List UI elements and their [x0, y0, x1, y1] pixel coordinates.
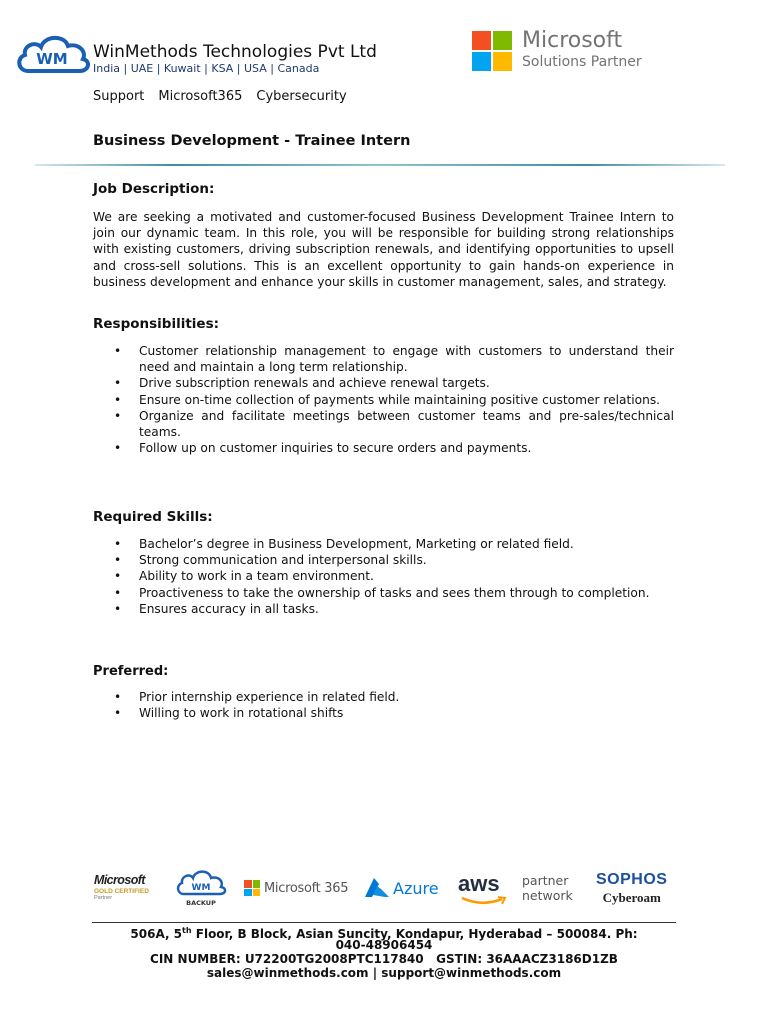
bullet-icon: • [114, 585, 122, 600]
sophos-cyberoam-logo [596, 868, 682, 908]
list-item [93, 408, 674, 440]
logo-text: WM [36, 50, 68, 68]
windows-squares-icon [244, 880, 260, 896]
aws-partner-line1: partner [522, 873, 569, 888]
backup-label: BACKUP [186, 899, 216, 907]
aws-partner-network [522, 868, 584, 908]
list-item [93, 585, 674, 601]
address-part: Floor, B Block, Asian Suncity, Kondapur, Hyderabad – 500084. Ph: [191, 927, 638, 941]
service-cybersecurity: Cybersecurity [256, 89, 347, 104]
list-item [93, 601, 674, 617]
m365-label: Microsoft 365 [264, 880, 349, 896]
list-item-text: Ensure on-time collection of payments while maintaining positive customer relations. [139, 392, 661, 407]
list-item-text: Proactiveness to take the ownership of tasks and sees them through to completion. [139, 585, 650, 600]
list-item [93, 568, 674, 584]
list-item-text: Prior internship experience in related field. [139, 690, 400, 704]
bullet-icon: • [114, 537, 122, 551]
microsoft-logo-icon [472, 31, 512, 71]
footer-registration: CIN NUMBER: U72200TG2008PTC117840 GSTIN: 36AAACZ3186D1ZB [150, 952, 618, 966]
microsoft-gold-certified-logo [94, 868, 160, 908]
responsibilities-heading: Responsibilities: [93, 316, 220, 332]
description-heading: Job Description: [93, 181, 215, 197]
backup-logo-text: WM [191, 883, 211, 893]
list-item-text: Strong communication and interpersonal skills. [139, 553, 427, 568]
list-item [93, 343, 674, 375]
service-microsoft365: Microsoft365 [158, 89, 243, 104]
wm-backup-logo [174, 868, 228, 908]
skills-list [93, 536, 674, 617]
aws-logo [458, 868, 512, 908]
preferred-list [93, 689, 674, 721]
bullet-icon: • [114, 392, 122, 407]
list-item-text: Ensures accuracy in all tasks. [139, 601, 319, 616]
job-title: Business Development - Trainee Intern [93, 133, 411, 149]
list-item-text: Bachelor’s degree in Business Development, Marketing or related field. [139, 537, 574, 551]
list-item [93, 552, 674, 568]
aws-label: aws [458, 871, 500, 896]
address-superscript: th [182, 926, 192, 935]
list-item-text: Organize and facilitate meetings between customer teams and pre-sales/technical teams. [139, 408, 674, 440]
address-part: 506A, 5 [130, 927, 183, 941]
list-item [93, 536, 674, 552]
list-item-text: Ability to work in a team environment. [139, 569, 374, 584]
bullet-icon: • [114, 344, 122, 358]
description-text: We are seeking a motivated and customer-focused Business Development Trainee Intern to join our dynamic team. In this role, you will be responsible for building strong relationships with existing customers, driving subscription renewals, and identifying opportunities to upsell and cross-sell solutions. This is an excellent opportunity to gain hands-on experience in business development and enhance your skills in customer management, sales, and strategy. [93, 210, 674, 289]
azure-icon [363, 877, 391, 899]
azure-label: Azure [393, 878, 439, 898]
list-item-text: Follow up on customer inquiries to secure orders and payments. [139, 441, 532, 456]
company-name: WinMethods Technologies Pvt Ltd [93, 42, 377, 62]
bullet-icon: • [114, 441, 122, 456]
skills-heading: Required Skills: [93, 509, 213, 525]
responsibilities-list [93, 343, 674, 456]
company-logo [14, 30, 92, 76]
sophos-label: SOPHOS [596, 871, 668, 888]
company-regions: India | UAE | Kuwait | KSA | USA | Canada [93, 62, 320, 75]
service-support: Support [93, 89, 145, 104]
list-item [93, 392, 674, 408]
cyberoam-label: Cyberoam [602, 890, 661, 905]
bullet-icon: • [114, 569, 122, 584]
footer-divider [92, 922, 676, 923]
ms-gold-label: GOLD CERTIFIED [94, 887, 149, 895]
bullet-icon: • [114, 553, 122, 568]
list-item [93, 375, 674, 391]
bullet-icon: • [114, 690, 122, 704]
ms-gold-brand: Microsoft [94, 873, 145, 888]
microsoft-partner-badge [522, 28, 642, 70]
list-item [93, 440, 674, 456]
list-item [93, 705, 674, 721]
list-item [93, 689, 674, 705]
bullet-icon: • [114, 376, 122, 391]
service-list [93, 89, 347, 104]
partner-brand: Microsoft [522, 28, 623, 53]
bullet-icon: • [114, 601, 122, 616]
aws-smile-icon [460, 896, 508, 906]
list-item-text: Customer relationship management to engage with customers to understand their need and maintain a long term relationship. [139, 344, 674, 375]
title-divider [35, 164, 725, 166]
list-item-text: Willing to work in rotational shifts [139, 706, 344, 721]
preferred-heading: Preferred: [93, 664, 169, 679]
aws-partner-line2: network [522, 888, 573, 903]
azure-logo [363, 868, 443, 908]
list-item-text: Drive subscription renewals and achieve renewal targets. [139, 376, 490, 391]
footer-emails: sales@winmethods.com | support@winmethods.com [206, 966, 562, 980]
footer-phone: 040-48906454 [335, 938, 433, 952]
partner-line: Solutions Partner [522, 54, 642, 70]
bullet-icon: • [114, 706, 122, 721]
bullet-icon: • [114, 408, 122, 423]
microsoft-365-logo [244, 868, 350, 908]
ms-gold-partner: Partner [94, 895, 113, 902]
